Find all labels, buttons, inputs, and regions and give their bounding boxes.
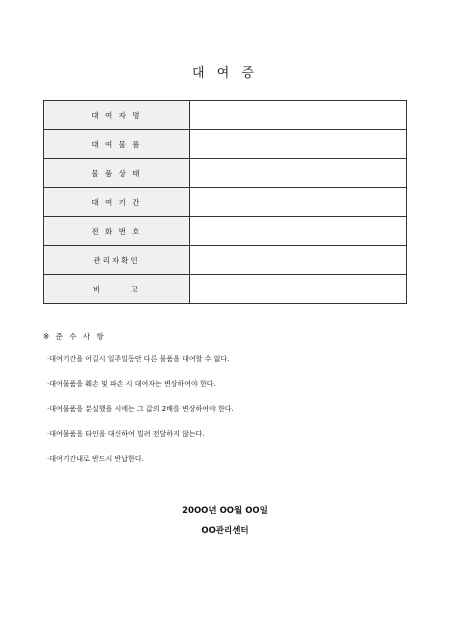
list-item: ·대여기간을 어길시 일주일동안 다른 물품을 대여할 수 없다. <box>47 355 230 363</box>
list-item: ·대여물품을 분실했을 시에는 그 값의 2배를 변상하여야 한다. <box>47 405 234 413</box>
rental-period-field[interactable] <box>190 188 407 217</box>
notice-heading: ※ 준 수 사 항 <box>43 332 106 341</box>
row-label-rental-period: 대 여 기 간 <box>44 188 190 217</box>
table-row <box>44 217 407 246</box>
phone-number-field[interactable] <box>190 217 407 246</box>
remarks-field[interactable] <box>190 275 407 304</box>
row-label-borrower-name: 대 여 자 명 <box>44 101 190 130</box>
borrower-name-field[interactable] <box>190 101 407 130</box>
row-label-item-condition: 물 품 상 태 <box>44 159 190 188</box>
row-label-phone-number: 전 화 번 호 <box>44 217 190 246</box>
table-row <box>44 275 407 304</box>
issue-date: 20OO년 OO월 OO일 <box>182 506 268 516</box>
list-item: ·대여물품을 타인을 대신하여 빌려 전달하지 않는다. <box>47 430 205 438</box>
manager-confirmation-field[interactable] <box>190 246 407 275</box>
rental-item-field[interactable] <box>190 130 407 159</box>
item-condition-field[interactable] <box>190 159 407 188</box>
table-row <box>44 101 407 130</box>
list-item: ·대여기간내로 반드시 반납한다. <box>47 455 144 463</box>
issuer-name: OO관리센터 <box>201 526 249 536</box>
row-label-remarks: 비 고 <box>44 275 190 304</box>
list-item: ·대여물품을 훼손 및 파손 시 대여자는 변상하여야 한다. <box>47 380 216 388</box>
table-row <box>44 246 407 275</box>
row-label-rental-item: 대 여 물 품 <box>44 130 190 159</box>
document-title: 대 여 증 <box>192 66 258 81</box>
table-row <box>44 130 407 159</box>
row-label-manager-confirmation: 관리자확인 <box>44 246 190 275</box>
table-row <box>44 188 407 217</box>
rules-list <box>47 354 417 479</box>
table-row <box>44 159 407 188</box>
rental-form-table <box>43 100 407 304</box>
